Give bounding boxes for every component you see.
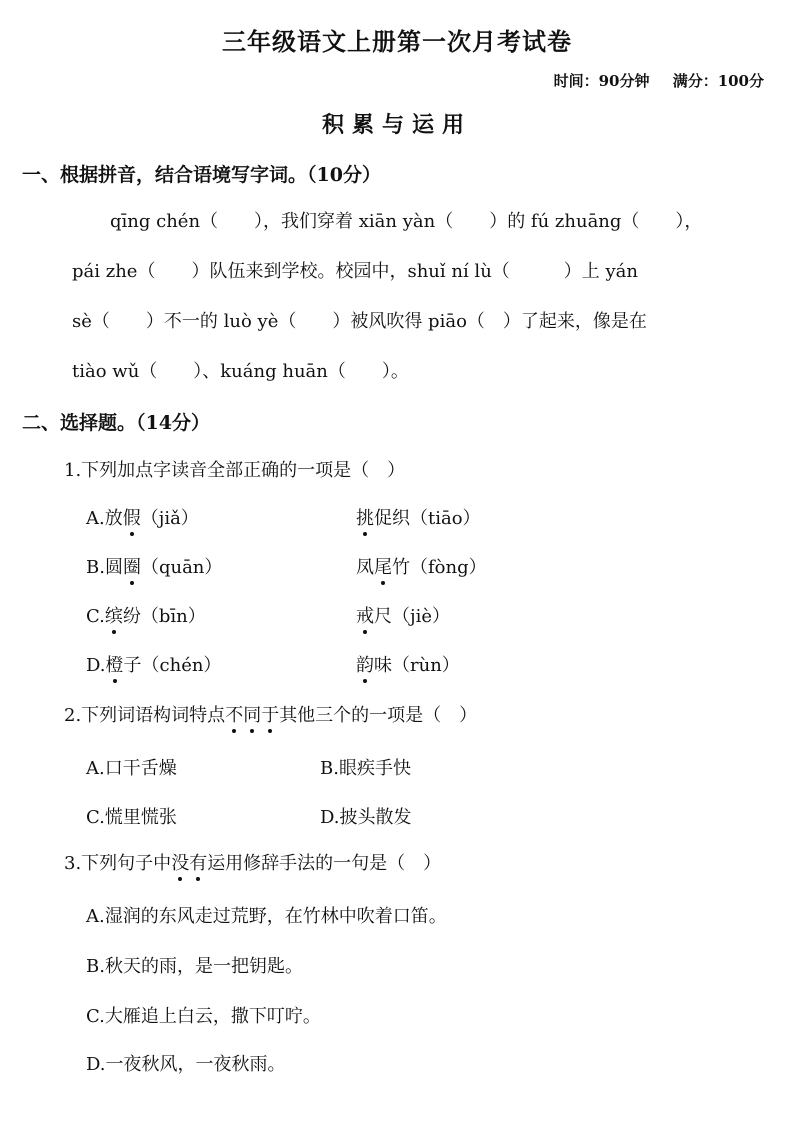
q2-item1-stem: 1.下列加点字读音全部正确的一项是（ ） xyxy=(64,460,406,481)
q2-item2-option-d: D.披头散发 xyxy=(320,807,412,828)
q2-item1-option-c2: 戒尺（jiè） xyxy=(356,602,450,628)
q1-line-1: qīng chén（ ），我们穿着 xiān yàn（ ）的 fú zhuāng（ ）， xyxy=(110,211,703,232)
q1-line-3: sè（ ）不一的 luò yè（ ）被风吹得 piāo（ ）了起来，像是在 xyxy=(72,311,647,332)
q1-line-4: tiào wǔ（ ）、kuáng huān（ ）。 xyxy=(72,361,409,382)
q2-item1-option-c: C.缤纷（bīn） xyxy=(86,602,206,628)
q2-item2-option-b: B.眼疾手快 xyxy=(320,758,411,779)
q2-item1-option-b: B.圆圈（quān） xyxy=(86,553,222,579)
q2-item1-option-b2: 凤尾竹（fòng） xyxy=(356,553,487,579)
exam-title: 三年级语文上册第一次月考试卷 xyxy=(222,27,572,56)
q2-item3-option-b: B.秋天的雨，是一把钥匙。 xyxy=(86,956,303,977)
exam-time: 时间：90分钟 xyxy=(553,72,650,90)
q2-item1-option-a2: 挑促织（tiāo） xyxy=(356,504,481,530)
q2-item2-stem: 2.下列词语构词特点不同于其他三个的一项是（ ） xyxy=(64,701,477,727)
q1-heading: 一、根据拼音，结合语境写字词。（10分） xyxy=(22,164,381,186)
q2-item1-option-d2: 韵味（rùn） xyxy=(356,651,460,677)
q2-item3-stem: 3.下列句子中没有运用修辞手法的一句是（ ） xyxy=(64,849,441,875)
q2-item1-option-a: A.放假（jiǎ） xyxy=(86,504,199,530)
q2-item2-option-c: C.慌里慌张 xyxy=(86,807,177,828)
q2-item3-option-a: A.湿润的东风走过荒野，在竹林中吹着口笛。 xyxy=(86,906,447,927)
q2-item2-option-a: A.口干舌燥 xyxy=(86,758,177,779)
q2-item3-option-d: D.一夜秋风，一夜秋雨。 xyxy=(86,1054,286,1075)
exam-meta xyxy=(536,70,764,91)
exam-score: 满分：100分 xyxy=(672,72,764,90)
section-title: 积累与运用 xyxy=(321,112,472,138)
q2-heading: 二、选择题。（14分） xyxy=(22,412,210,434)
q1-line-2: pái zhe（ ）队伍来到学校。校园中，shuǐ ní lù（ ）上 yán xyxy=(72,261,638,282)
q2-item1-option-d: D.橙子（chén） xyxy=(86,651,221,677)
q2-item3-option-c: C.大雁追上白云，撒下叮咛。 xyxy=(86,1006,321,1027)
